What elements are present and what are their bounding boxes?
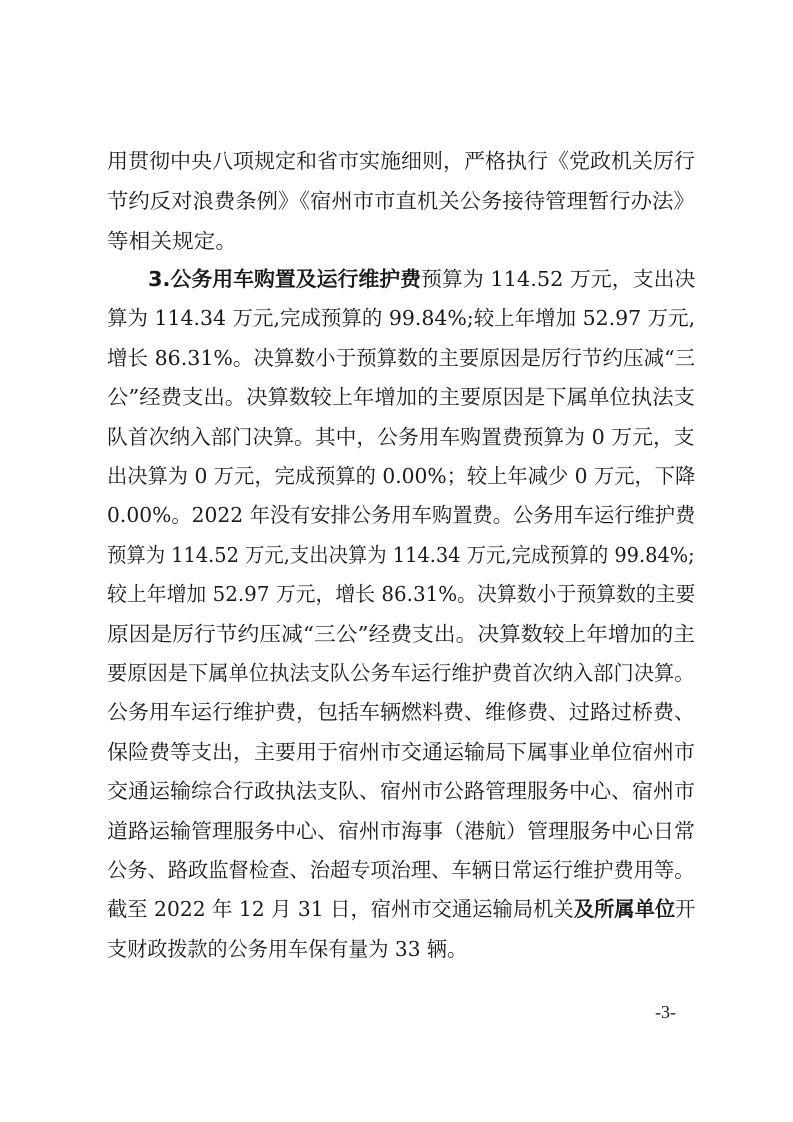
- text-line: [107, 456, 695, 496]
- text-segment: 预算为 114.52 万元，支出决: [421, 267, 696, 291]
- text-line: [107, 221, 237, 261]
- text-line: [107, 771, 695, 811]
- text-line: [107, 417, 695, 457]
- text-segment: 较上年增加 52.97 万元，增长 86.31%。决算数小于预算数的主要: [107, 582, 696, 606]
- page-number: -3-: [655, 1002, 676, 1022]
- text-line: [107, 574, 695, 614]
- text-segment: 要原因是下属单位执法支队公务车运行维护费首次纳入部门决算。: [107, 661, 695, 685]
- text-segment: 原因是厉行节约压减“三公”经费支出。决算数较上年增加的主: [107, 622, 695, 646]
- text-line: [107, 495, 695, 535]
- text-segment: 开: [675, 897, 696, 921]
- text-line: [107, 692, 695, 732]
- text-segment: 预算为 114.52 万元,支出决算为 114.34 万元,完成预算的 99.84%;: [107, 543, 695, 567]
- text-segment: 道路运输管理服务中心、宿州市海事（港航）管理服务中心日常: [107, 819, 695, 843]
- text-segment: 支财政拨款的公务用车保有量为 33 辆。: [107, 937, 468, 961]
- text-line: [107, 181, 695, 221]
- text-segment: 等相关规定。: [107, 229, 237, 253]
- text-segment: 公务、路政监督检查、治超专项治理、车辆日常运行维护费用等。: [107, 858, 695, 882]
- text-line: [148, 259, 695, 299]
- text-segment: 公务用车运行维护费，包括车辆燃料费、维修费、过路过桥费、: [107, 700, 695, 724]
- text-line: [107, 535, 695, 575]
- text-segment: 增长 86.31%。决算数小于预算数的主要原因是厉行节约压减“三: [107, 346, 696, 370]
- text-line: [107, 614, 695, 654]
- text-line: [107, 811, 695, 851]
- text-segment: 队首次纳入部门决算。其中，公务用车购置费预算为 0 万元，支: [107, 425, 695, 449]
- bold-text: 及所属单位: [573, 897, 676, 921]
- text-segment: 算为 114.34 万元,完成预算的 99.84%;较上年增加 52.97 万元,: [107, 306, 696, 330]
- text-segment: 0.00%。2022 年没有安排公务用车购置费。公务用车运行维护费: [107, 503, 696, 527]
- text-line: [107, 377, 695, 417]
- text-segment: 保险费等支出，主要用于宿州市交通运输局下属事业单位宿州市: [107, 740, 695, 764]
- text-line: [107, 850, 695, 890]
- text-segment: 节约反对浪费条例》《宿州市市直机关公务接待管理暂行办法》: [107, 189, 695, 213]
- text-line: [107, 929, 467, 969]
- text-line: [107, 298, 695, 338]
- text-segment: 交通运输综合行政执法支队、宿州市公路管理服务中心、宿州市: [107, 779, 695, 803]
- bold-text: 3.公务用车购置及运行维护费: [148, 267, 422, 291]
- text-line: [107, 141, 695, 181]
- text-line: [107, 653, 695, 693]
- text-segment: 出决算为 0 万元，完成预算的 0.00%；较上年减少 0 万元，下降: [107, 464, 696, 488]
- text-line: [107, 889, 695, 929]
- text-line: [107, 732, 695, 772]
- text-segment: 用贯彻中央八项规定和省市实施细则，严格执行《党政机关厉行: [107, 149, 695, 173]
- text-segment: 公”经费支出。决算数较上年增加的主要原因是下属单位执法支: [107, 385, 695, 409]
- text-segment: 截至 2022 年 12 月 31 日，宿州市交通运输局机关: [107, 897, 574, 921]
- text-line: [107, 338, 695, 378]
